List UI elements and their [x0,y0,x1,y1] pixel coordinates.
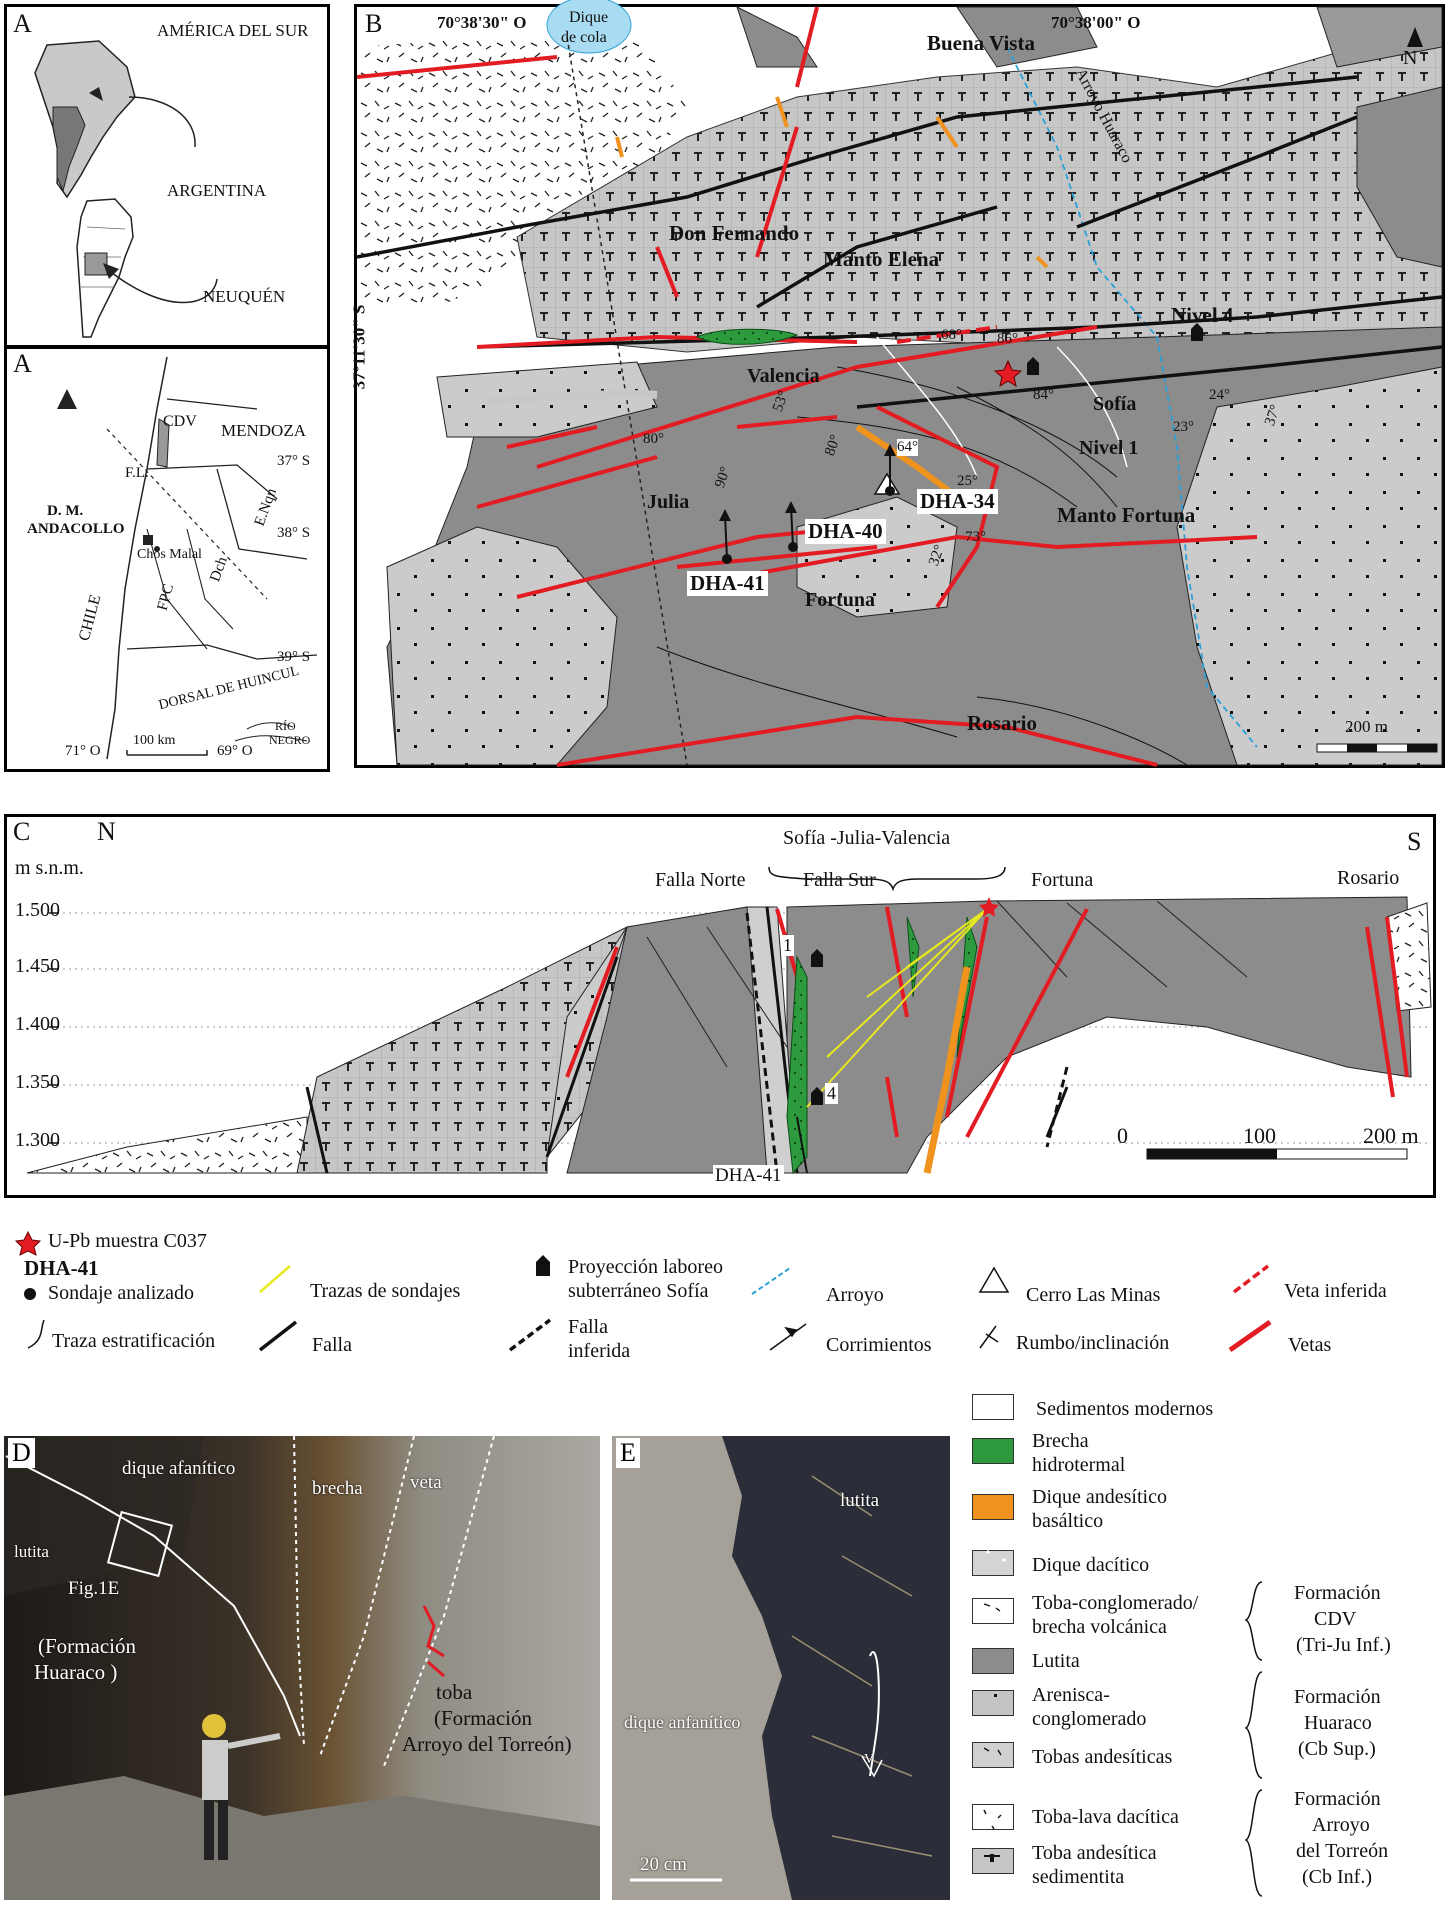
lith-brecha2: hidrotermal [1032,1454,1126,1476]
legend-symbols [0,1200,1446,1370]
label-julia: Julia [647,491,690,513]
label-lutita: lutita [14,1542,49,1561]
label-don-fernando: Don Fernando [669,221,800,245]
lith-arenisca1: Arenisca- [1032,1684,1110,1706]
lith-dique-and2: basáltico [1032,1510,1104,1532]
label-dique: dique anfanítico [624,1712,741,1732]
label-de-cola: de cola [561,29,607,46]
label-lat37: 37° S [277,453,311,469]
legend-veta-inferida: Veta inferida [1284,1280,1387,1302]
legend-upb: U-Pb muestra C037 [48,1230,207,1252]
f-torreon-1: Formación [1294,1788,1381,1810]
label-sofia: Sofía [1093,393,1137,415]
legend-falla: Falla [312,1334,352,1356]
label-toba3: Arroyo del Torreón) [402,1732,572,1756]
label-dorsal: DORSAL DE HUINCUL [157,663,301,714]
dip-3: 24° [1209,387,1230,403]
f-cdv-3: (Tri-Ju Inf.) [1296,1634,1391,1656]
label-manto-fortuna: Manto Fortuna [1057,503,1196,527]
dip-13: 32° [925,542,949,568]
label-scale: 20 cm [640,1854,687,1875]
elev-1400: 1.400 [15,1013,60,1035]
label-brecha: brecha [312,1478,363,1499]
label-lat39: 39° S [277,649,311,665]
legend-cerro-icon [980,1268,1008,1292]
drill-dha41-marker [722,554,732,564]
legend-star-icon [16,1232,40,1255]
coord-lat: 37°11'30" S [349,304,369,390]
label-level-1: 1 [783,935,792,955]
photo-e-scene [612,1436,950,1900]
label-negro: NEGRO [269,733,311,747]
dip-6: 53° [769,388,793,414]
f-huaraco-2: Huaraco [1304,1712,1372,1734]
panel-b-geologic-map [349,4,1445,768]
label-valencia: Valencia [747,365,820,387]
dip-9: 90° [711,464,735,490]
dip-10: 64° [897,439,918,455]
lith-toba-cong2: brecha volcánica [1032,1616,1167,1638]
legend-yellow-line-icon [260,1266,290,1292]
south-america-shape [35,41,135,197]
lith-brecha1: Brecha [1032,1430,1089,1452]
lith-toba-lava: Toba-lava dacítica [1032,1806,1179,1828]
lith-tobas-and: Tobas andesíticas [1032,1746,1173,1768]
legend-proy1: Proyección laboreo [568,1256,723,1278]
dip-11: 25° [957,473,978,489]
label-enqn: E.Nqn [251,486,281,529]
lith-arenisca2: conglomerado [1032,1708,1147,1730]
scale-200: 200 m [1363,1123,1419,1148]
panel-d-photo [4,1436,600,1900]
label-veta: veta [410,1472,442,1493]
drill-dha40-marker [788,542,798,552]
label-argentina: ARGENTINA [167,181,267,200]
lith-toba-cong1: Toba-conglomerado/ [1032,1592,1199,1614]
label-south: S [1407,827,1422,856]
label-lon71: 71° O [65,743,101,759]
label-north: N [97,817,116,846]
label-rio: RÍO [275,719,296,733]
dip-4: 23° [1173,419,1194,435]
label-rosario: Rosario [1337,867,1400,889]
elev-1500: 1.500 [15,899,60,921]
scale-100: 100 [1243,1123,1276,1148]
legend-rumbo-icon [980,1326,998,1348]
label-dha40: DHA-40 [805,519,886,544]
unit-lutita-s [787,897,1411,1173]
elev-1300: 1.300 [15,1129,60,1151]
label-chos-malal: Chos Malal [137,547,202,562]
legend-adit-icon [536,1255,550,1276]
label-fortuna: Fortuna [805,589,875,611]
label-arroyo: Arroyo Huaraco [1071,65,1136,166]
label-america: AMÉRICA DEL SUR [157,21,309,40]
label-mendoza: MENDOZA [221,421,306,440]
legend-falla-icon [260,1322,296,1350]
lithology-legend [962,1386,1442,1902]
geologic-map [357,7,1442,765]
label-lon69: 69° O [217,743,253,759]
label-andacollo: ANDACOLLO [27,521,125,537]
lith-dique-and1: Dique andesítico [1032,1486,1167,1508]
legend-estrat: Traza estratificación [52,1330,216,1352]
coord-west: 70°38'30" O [437,13,527,32]
label-scale: 100 km [133,733,176,748]
legend [0,1200,1446,1370]
andacollo-marker [143,535,153,545]
legend-corrim-icon [770,1324,806,1350]
label-north: N [1403,47,1418,69]
label-nivel4: Nivel 4 [1171,303,1234,327]
label-unit: m s.n.m. [15,857,84,879]
label-dm: D. M. [47,503,84,519]
lith-toba-sed2: sedimentita [1032,1866,1125,1888]
label-fpc: FPC [154,582,178,613]
legend-rumbo: Rumbo/inclinación [1016,1332,1170,1354]
elev-1450: 1.450 [15,955,60,977]
legend-falla-inf2: inferida [568,1340,631,1362]
dip-8: 80° [821,432,845,458]
legend-dha41: DHA-41 [24,1256,99,1280]
legend-falla-inf-icon [510,1320,550,1350]
label-dha41: DHA-41 [715,1165,782,1186]
legend-cerro: Cerro Las Minas [1026,1284,1161,1306]
label-lat38: 38° S [277,525,311,541]
panel-letter: B [365,9,383,38]
legend-vetas: Vetas [1288,1334,1332,1356]
dip-5: 37° [1261,402,1285,428]
panel-a-regional [4,346,330,772]
panel-e-photo [612,1436,950,1900]
label-cdv: CDV [163,413,197,430]
label-falla-norte: Falla Norte [655,869,746,891]
f-torreon-2: Arroyo [1312,1814,1370,1836]
label-fortuna: Fortuna [1031,869,1094,891]
legend-vetas-icon [1230,1322,1270,1350]
dip-1: 86° [997,331,1018,347]
label-group: Sofía -Julia-Valencia [783,827,951,849]
panel-letter: E [616,1438,640,1468]
legend-arroyo-icon [752,1268,790,1294]
legend-corrim: Corrimientos [826,1334,932,1356]
lith-lutita: Lutita [1032,1650,1080,1672]
label-neuquen: NEUQUÉN [203,287,286,306]
f-cdv-1: Formación [1294,1582,1381,1604]
panel-letter: C [13,817,31,846]
legend-sondaje: Sondaje analizado [48,1282,195,1304]
lith-sedimentos: Sedimentos modernos [1036,1398,1214,1420]
label-dch: Dch [207,554,231,584]
unit-arenisca-e [1177,367,1442,765]
label-toba2: (Formación [434,1706,532,1730]
label-dique: dique afanítico [122,1458,236,1479]
coord-east: 70°38'00" O [1051,13,1141,32]
dip-12: 73° [965,529,986,545]
scale-0: 0 [1117,1123,1128,1148]
legend-trazas: Trazas de sondajes [310,1280,461,1302]
legend-arroyo: Arroyo [826,1284,884,1306]
label-lutita: lutita [840,1490,880,1511]
label-rosario: Rosario [967,711,1037,735]
label-toba1: toba [436,1680,473,1704]
label-dha41: DHA-41 [687,571,768,596]
label-form2: Huaraco ) [34,1660,118,1684]
panel-c-cross-section [4,814,1436,1198]
panel-letter: A [13,9,32,38]
label-falla-sur: Falla Sur [803,869,876,891]
dip-2: 84° [1033,387,1054,403]
f-torreon-3: del Torreón [1296,1840,1389,1862]
panel-a-location [4,4,330,348]
legend-falla-inf1: Falla [568,1316,608,1338]
elev-1350: 1.350 [15,1071,60,1093]
label-nivel1: Nivel 1 [1079,437,1139,459]
legend-dot-icon [24,1288,36,1300]
label-v: V [864,1752,875,1767]
label-fl: F.L. [125,465,149,481]
label-buena-vista: Buena Vista [927,31,1035,55]
label-manto-elena: Manto Elena [823,247,940,271]
f-huaraco-3: (Cb Sup.) [1298,1738,1376,1760]
label-fig: Fig.1E [68,1578,120,1599]
f-huaraco-1: Formación [1294,1686,1381,1708]
unit-toba-cong [27,1117,307,1173]
panel-letter: D [8,1438,35,1468]
lith-toba-sed1: Toba andesítica [1032,1842,1157,1864]
dip-0: 68° [941,327,962,343]
f-torreon-4: (Cb Inf.) [1302,1866,1372,1888]
drill-dha34-marker [885,486,895,496]
lith-dique-dac: Dique dacítico [1032,1554,1150,1576]
panel-letter: A [13,349,32,378]
label-chile: CHILE [75,592,105,643]
label-level-4: 4 [827,1083,836,1103]
legend-estrat-icon [28,1320,44,1348]
label-dha34: DHA-34 [917,489,998,514]
f-cdv-2: CDV [1314,1608,1357,1630]
label-dique: Dique [569,9,609,26]
label-scale: 200 m [1345,717,1388,736]
legend-proy2: subterráneo Sofía [568,1280,709,1302]
label-form1: (Formación [38,1634,136,1658]
legend-veta-inferida-icon [1234,1266,1268,1292]
dip-7: 80° [643,431,664,447]
